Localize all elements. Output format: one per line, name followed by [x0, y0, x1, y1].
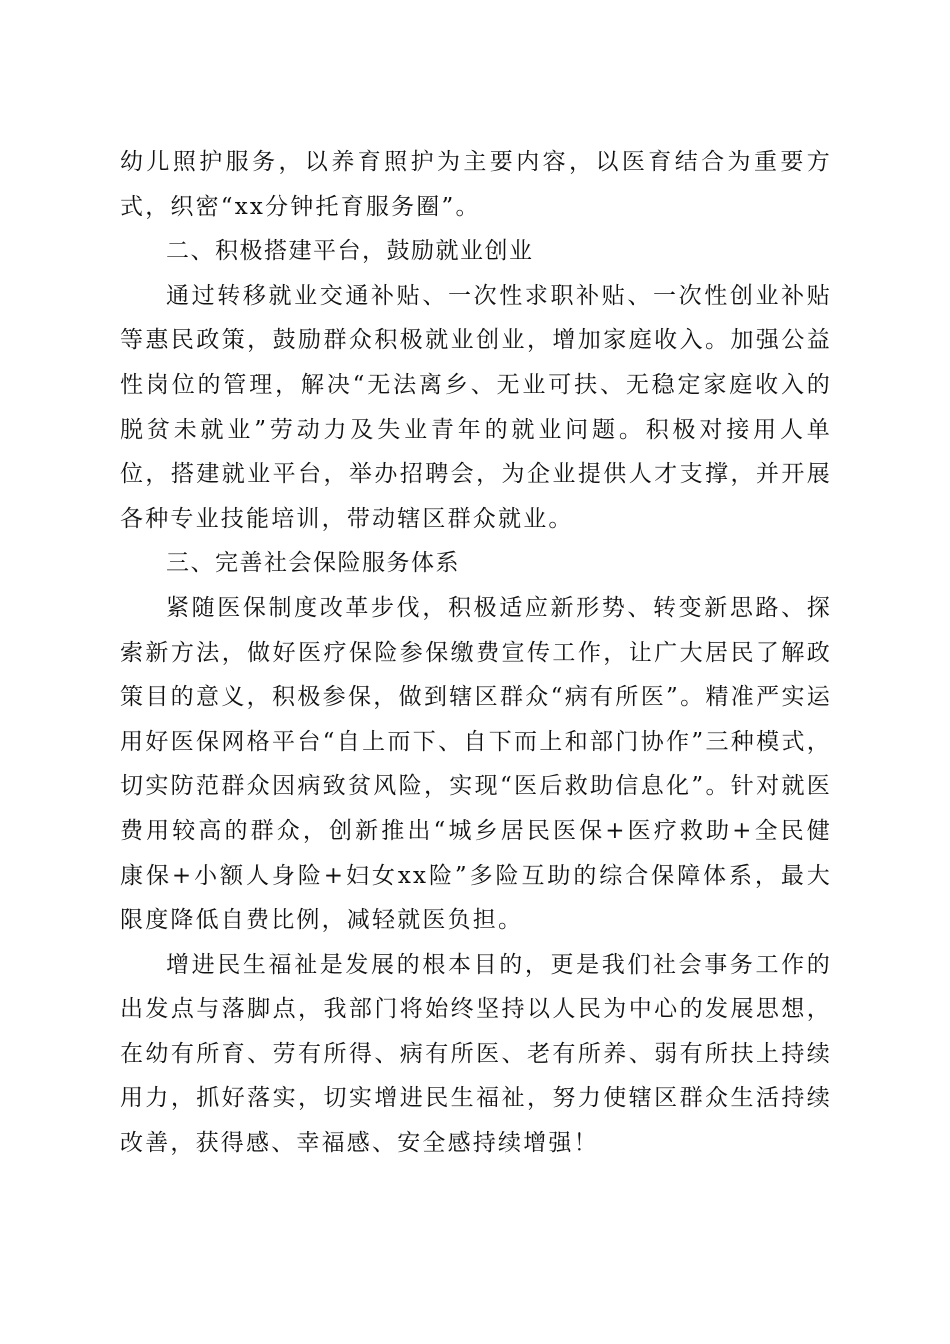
document-body [120, 140, 832, 1166]
heading-social-insurance: 三、完善社会保险服务体系 [166, 550, 460, 577]
paragraph-social-insurance: 紧随医保制度改革步伐，积极适应新形势、转变新思路、探索新方法，做好医疗保险参保缴费宣传工作，让广大居民了解政策目的意义，积极参保，做到辖区群众“病有所医”。精准严实运用好医保网格平台“自上而下、自下而上和部门协作”三种模式，切实防范群众因病致贫风险，实现“医后救助信息化”。针对就医费用较高的群众，创新推出“城乡居民医保+医疗救助+全民健康保+小额人身险+妇女xx险”多险互助的综合保障体系，最大限度降低自费比例，减轻就医负担。 [120, 594, 832, 934]
paragraph-conclusion: 增进民生福祉是发展的根本目的，更是我们社会事务工作的出发点与落脚点，我部门将始终坚持以人民为中心的发展思想，在幼有所育、劳有所得、病有所医、老有所养、弱有所扶上持续用力，抓好落实，切实增进民生福祉，努力使辖区群众生活持续改善，获得感、幸福感、安全感持续增强！ [120, 951, 832, 1157]
paragraph-childcare-continuation: 幼儿照护服务，以养育照护为主要内容，以医育结合为重要方式，织密“xx分钟托育服务圈”。 [120, 149, 832, 220]
heading-employment: 二、积极搭建平台，鼓励就业创业 [166, 238, 534, 265]
paragraph-employment: 通过转移就业交通补贴、一次性求职补贴、一次性创业补贴等惠民政策，鼓励群众积极就业创业，增加家庭收入。加强公益性岗位的管理，解决“无法离乡、无业可扶、无稳定家庭收入的脱贫未就业”劳动力及失业青年的就业问题。积极对接用人单位，搭建就业平台，举办招聘会，为企业提供人才支撑，并开展各种专业技能培训，带动辖区群众就业。 [120, 282, 832, 532]
